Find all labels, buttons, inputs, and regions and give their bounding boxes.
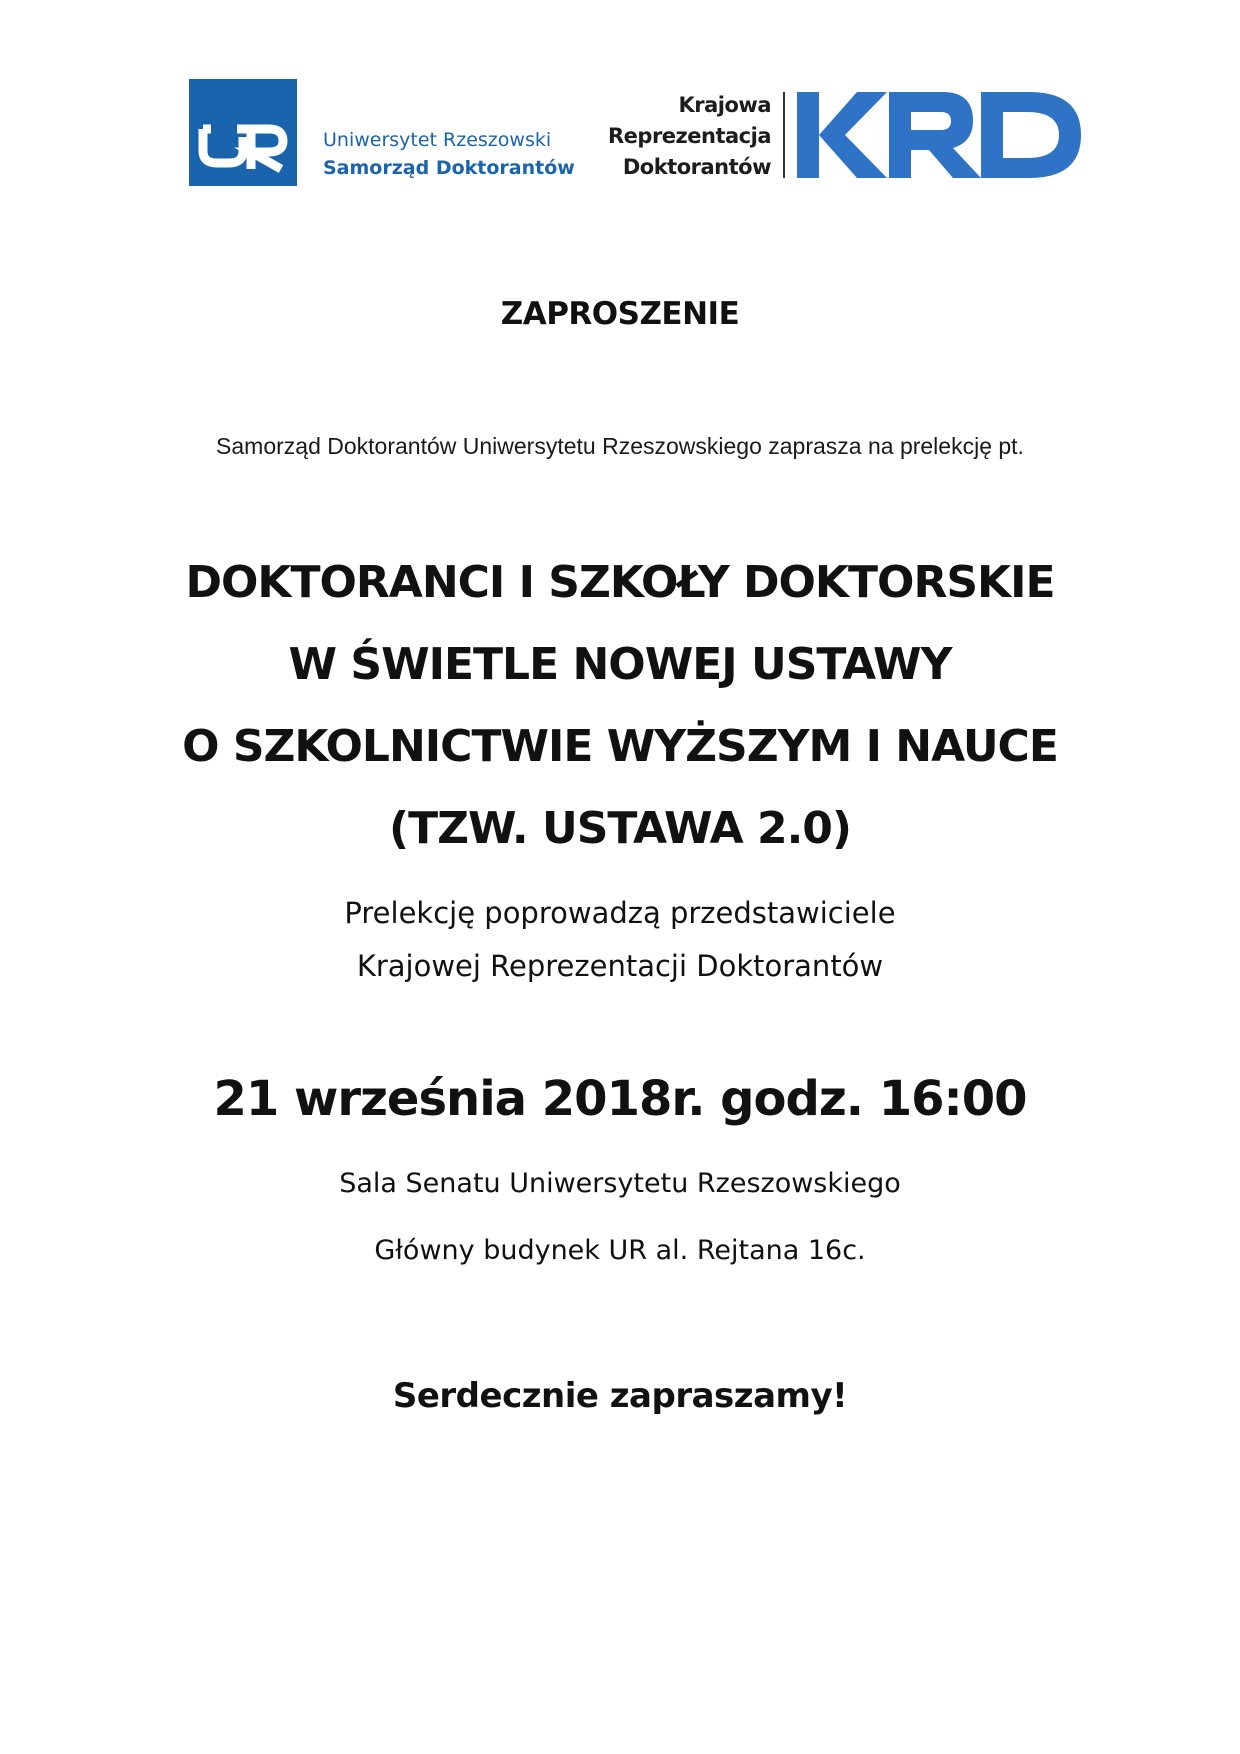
- lecture-title-line: W ŚWIETLE NOWEJ USTAWY: [288, 639, 952, 690]
- krd-logo-mark: [797, 92, 1081, 178]
- ur-logo-text: [323, 126, 575, 182]
- krd-logo-line: Krajowa: [678, 93, 771, 117]
- ur-logo-line2: Samorząd Doktorantów: [323, 157, 575, 179]
- krd-logo-divider: [783, 92, 785, 178]
- lecture-title-line: O SZKOLNICTWIE WYŻSZYM I NAUCE: [182, 721, 1058, 772]
- lecture-title: [0, 542, 1240, 870]
- speakers-note: [0, 887, 1240, 993]
- invitation-heading: ZAPROSZENIE: [500, 296, 740, 332]
- closing-line: Serdecznie zapraszamy!: [392, 1376, 848, 1416]
- speakers-line: Prelekcję poprowadzą przedstawiciele: [344, 896, 896, 930]
- invitation-intro: Samorząd Doktorantów Uniwersytetu Rzeszowskiego zaprasza na prelekcję pt.: [216, 433, 1024, 459]
- lecture-title-line: (TZW. USTAWA 2.0): [388, 803, 852, 854]
- lecture-title-line: DOKTORANCI I SZKOŁY DOKTORSKIE: [185, 557, 1055, 608]
- event-datetime: 21 września 2018r. godz. 16:00: [213, 1071, 1027, 1127]
- event-address: Główny budynek UR al. Rejtana 16c.: [374, 1235, 866, 1266]
- speakers-line: Krajowej Reprezentacji Doktorantów: [356, 949, 884, 983]
- ur-logo-mark: [189, 79, 297, 186]
- krd-logo-line: Reprezentacja: [608, 124, 771, 148]
- event-venue: Sala Senatu Uniwersytetu Rzeszowskiego: [339, 1168, 901, 1199]
- ur-logo-line1: Uniwersytet Rzeszowski: [323, 129, 552, 151]
- krd-logo-text: [608, 90, 771, 183]
- krd-logo-line: Doktorantów: [622, 155, 771, 179]
